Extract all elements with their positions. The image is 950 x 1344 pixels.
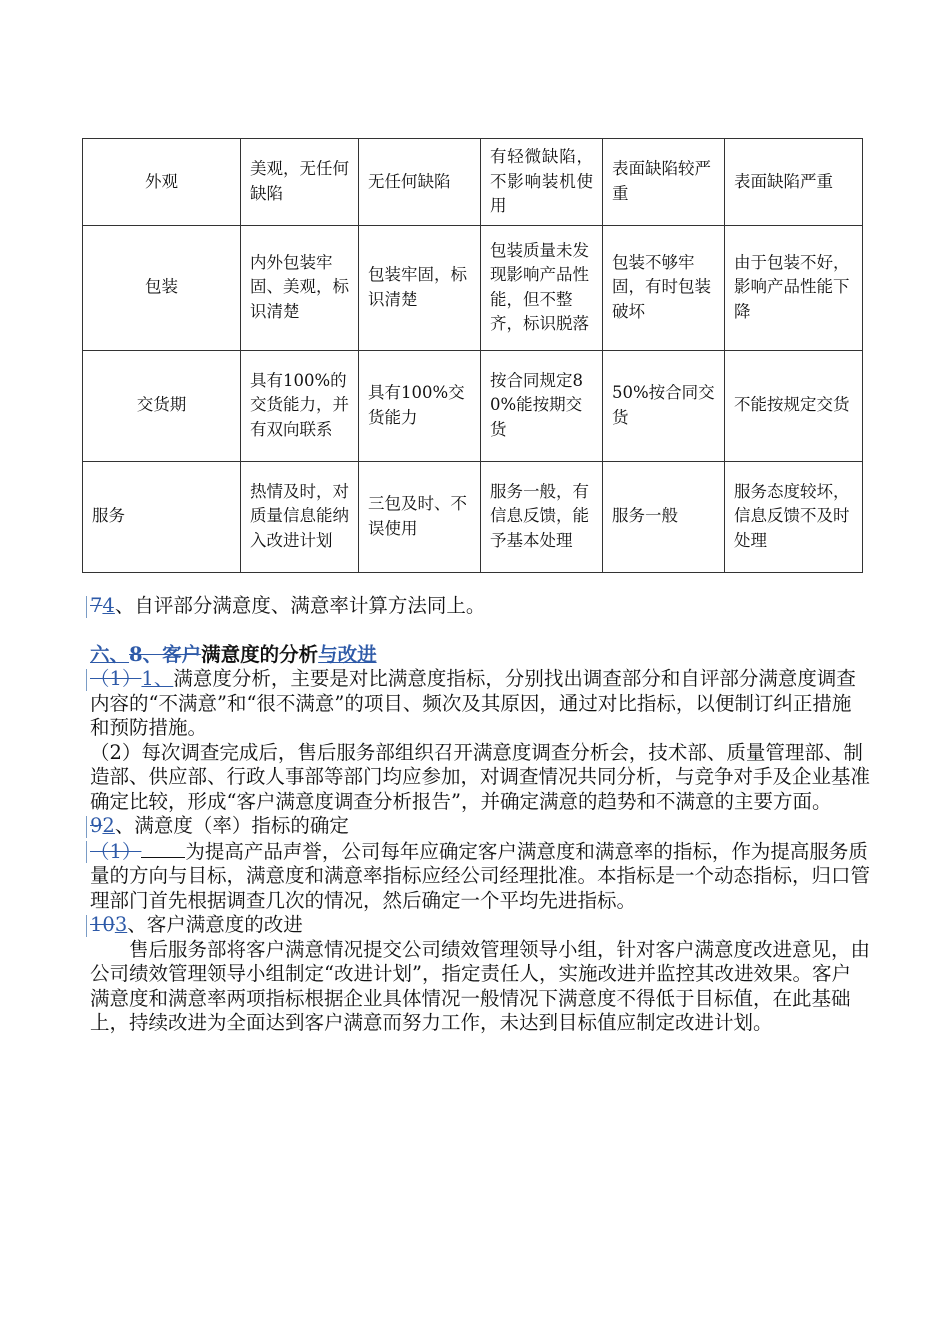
table-cell: 50%按合同交货: [603, 350, 725, 461]
table-cell: 有轻微缺陷，不影响装机使用: [481, 139, 603, 226]
table-cell: 包装不够牢固，有时包装破坏: [603, 225, 725, 350]
table-cell: 包装牢固，标识清楚: [359, 225, 481, 350]
paragraph-text: 满意度分析，主要是对比满意度指标，分别找出调查部分和自评部分满意度调查内容的“不满意”和“很不满意”的项目、频次及其原因，通过对比指标，以便制订纠正措施和预防措施。: [90, 667, 856, 739]
paragraph-text: 、自评部分满意度、满意率计算方法同上。: [114, 594, 486, 617]
table-cell: 美观，无任何缺陷: [241, 139, 359, 226]
table-cell: 不能按规定交货: [725, 350, 863, 461]
table-cell: 具有100%交货能力: [359, 350, 481, 461]
blank-underline: [141, 839, 185, 858]
table-cell: 热情及时，对质量信息能纳入改进计划: [241, 461, 359, 572]
table-row: [83, 350, 863, 461]
row-label: 交货期: [83, 350, 241, 461]
paragraph-text: 、满意度（率）指标的确定: [114, 814, 349, 837]
paragraph-text: 、客户满意度的改进: [127, 913, 303, 936]
inserted-text: 六、: [90, 642, 130, 666]
deleted-text: 9: [90, 814, 103, 837]
table-cell: 内外包装牢固、美观，标识清楚: [241, 225, 359, 350]
deleted-text: 8、客户: [129, 642, 202, 666]
row-label: 服务: [83, 461, 241, 572]
inserted-text: 4: [102, 594, 115, 617]
heading-text: 满意度的分析: [201, 642, 319, 666]
paragraph-meeting: （2）每次调查完成后，售后服务部组织召开满意度调查分析会，技术部、质量管理部、制造部、供应部、行政人事部等部门均应参加，对调查情况共同分析，与竞争对手及企业基准确定比较，形成“客户满意度调查分析报告”，并确定满意的趋势和不满意的主要方面。: [90, 740, 871, 813]
deleted-text: 7: [90, 594, 103, 617]
inserted-text: 与改进: [318, 642, 377, 666]
paragraph-text: 为提高产品声誉，公司每年应确定客户满意度和满意率的指标，作为提高服务质量的方向与目标，满意度和满意率指标应经公司经理批准。本指标是一个动态指标，归口管理部门首先根据调查几次的情况，然后确定一个平均先进指标。: [90, 839, 871, 912]
table-row: [83, 225, 863, 350]
table-cell: 服务一般，有信息反馈，能予基本处理: [481, 461, 603, 572]
evaluation-table: [82, 138, 863, 573]
paragraph-improvement: 售后服务部将客户满意情况提交公司绩效管理领导小组，针对客户满意度改进意见，由公司绩效管理领导小组制定“改进计划”，指定责任人，实施改进并监控其改进效果。客户满意度和满意率两项指标根据企业具体情况一般情况下满意度不得低于目标值，在此基础上，持续改进为全面达到客户满意而努力工作，未达到目标值应制定改进计划。: [90, 937, 871, 1034]
table-cell: 包装质量未发现影响产品性能，但不整齐，标识脱落: [481, 225, 603, 350]
table-row: [83, 139, 863, 226]
row-label: 包装: [83, 225, 241, 350]
deleted-text: 10: [90, 913, 115, 936]
table-cell: 服务一般: [603, 461, 725, 572]
table-cell: 表面缺陷严重: [725, 139, 863, 226]
deleted-text: （1）: [90, 839, 142, 863]
inserted-text: 3: [114, 913, 128, 936]
table-row: [83, 461, 863, 572]
inserted-text: 1、: [141, 667, 174, 690]
document-body: [90, 594, 870, 1036]
table-cell: 由于包装不好，影响产品性能下降: [725, 225, 863, 350]
deleted-text: （1）: [90, 667, 142, 690]
table-cell: 三包及时、不误使用: [359, 461, 481, 572]
inserted-text: 2: [102, 814, 115, 837]
table-cell: 服务态度较坏，信息反馈不及时处理: [725, 461, 863, 572]
paragraph-improvement-heading: [90, 913, 870, 938]
paragraph-indicator: [90, 839, 870, 914]
paragraph-analysis: [90, 667, 870, 741]
paragraph-indicator-heading: [90, 814, 870, 839]
section-heading: [90, 643, 870, 668]
table-cell: 按合同规定80%能按期交货: [481, 350, 603, 461]
table-cell: 具有100%的交货能力，并有双向联系: [241, 350, 359, 461]
table-cell: 表面缺陷较严重: [603, 139, 725, 226]
row-label: 外观: [83, 139, 241, 226]
table-cell: 无任何缺陷: [359, 139, 481, 226]
paragraph-self-eval: [90, 594, 870, 619]
